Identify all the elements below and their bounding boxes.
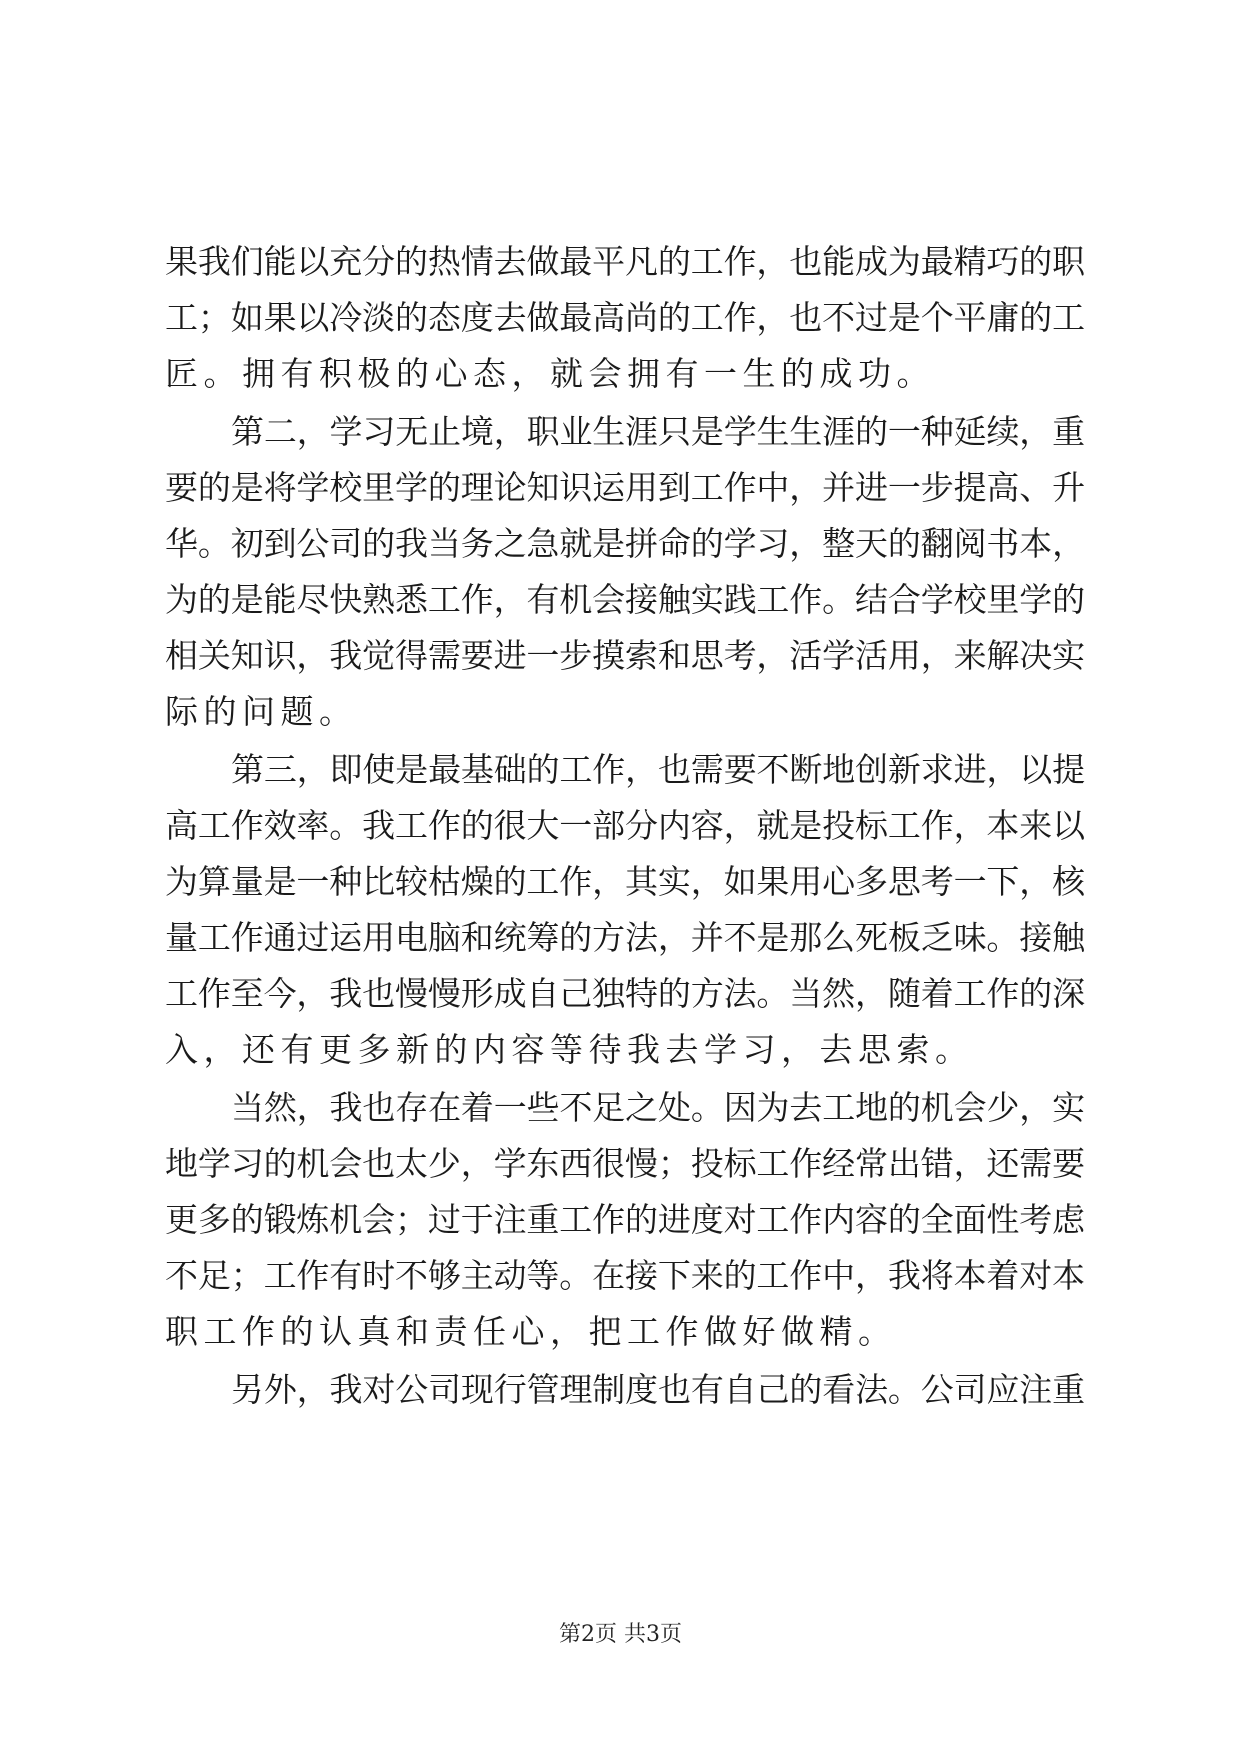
text-line: 工；如果以冷淡的态度去做最高尚的工作，也不过是个平庸的工 [165, 298, 1086, 337]
text-line: 地学习的机会也太少，学东西很慢；投标工作经常出错，还需要 [165, 1144, 1086, 1183]
text-line: 不足；工作有时不够主动等。在接下来的工作中，我将本着对本 [165, 1256, 1086, 1295]
text-line: 工作至今，我也慢慢形成自己独特的方法。当然，随着工作的深 [165, 974, 1086, 1013]
text-line: 入，还有更多新的内容等待我去学习，去思索。 [165, 1030, 974, 1069]
text-line: 为算量是一种比较枯燥的工作，其实，如果用心多思考一下，核 [165, 862, 1086, 901]
text-line: 高工作效率。我工作的很大一部分内容，就是投标工作，本来以 [165, 806, 1086, 845]
text-line: 匠。拥有积极的心态，就会拥有一生的成功。 [165, 354, 935, 393]
text-line: 职工作的认真和责任心，把工作做好做精。 [165, 1312, 897, 1351]
paragraph-start-line: 当然，我也存在着一些不足之处。因为去工地的机会少，实 [231, 1088, 1086, 1127]
text-line: 果我们能以充分的热情去做最平凡的工作，也能成为最精巧的职 [165, 242, 1086, 281]
paragraph-start-line: 第三，即使是最基础的工作，也需要不断地创新求进，以提 [231, 750, 1086, 789]
paragraph-start-line: 另外，我对公司现行管理制度也有自己的看法。公司应注重 [231, 1370, 1086, 1409]
text-line: 相关知识，我觉得需要进一步摸索和思考，活学活用，来解决实 [165, 636, 1086, 675]
text-line: 华。初到公司的我当务之急就是拼命的学习，整天的翻阅书本， [165, 524, 1086, 563]
page-footer: 第2页 共3页 [559, 1622, 682, 1647]
paragraph-start-line: 第二，学习无止境，职业生涯只是学生生涯的一种延续，重 [231, 412, 1086, 451]
text-line: 量工作通过运用电脑和统筹的方法，并不是那么死板乏味。接触 [165, 918, 1086, 957]
text-line: 际的问题。 [165, 692, 358, 731]
text-line: 要的是将学校里学的理论知识运用到工作中，并进一步提高、升 [165, 468, 1086, 507]
text-line: 为的是能尽快熟悉工作，有机会接触实践工作。结合学校里学的 [165, 580, 1086, 619]
text-line: 更多的锻炼机会；过于注重工作的进度对工作内容的全面性考虑 [165, 1200, 1086, 1239]
